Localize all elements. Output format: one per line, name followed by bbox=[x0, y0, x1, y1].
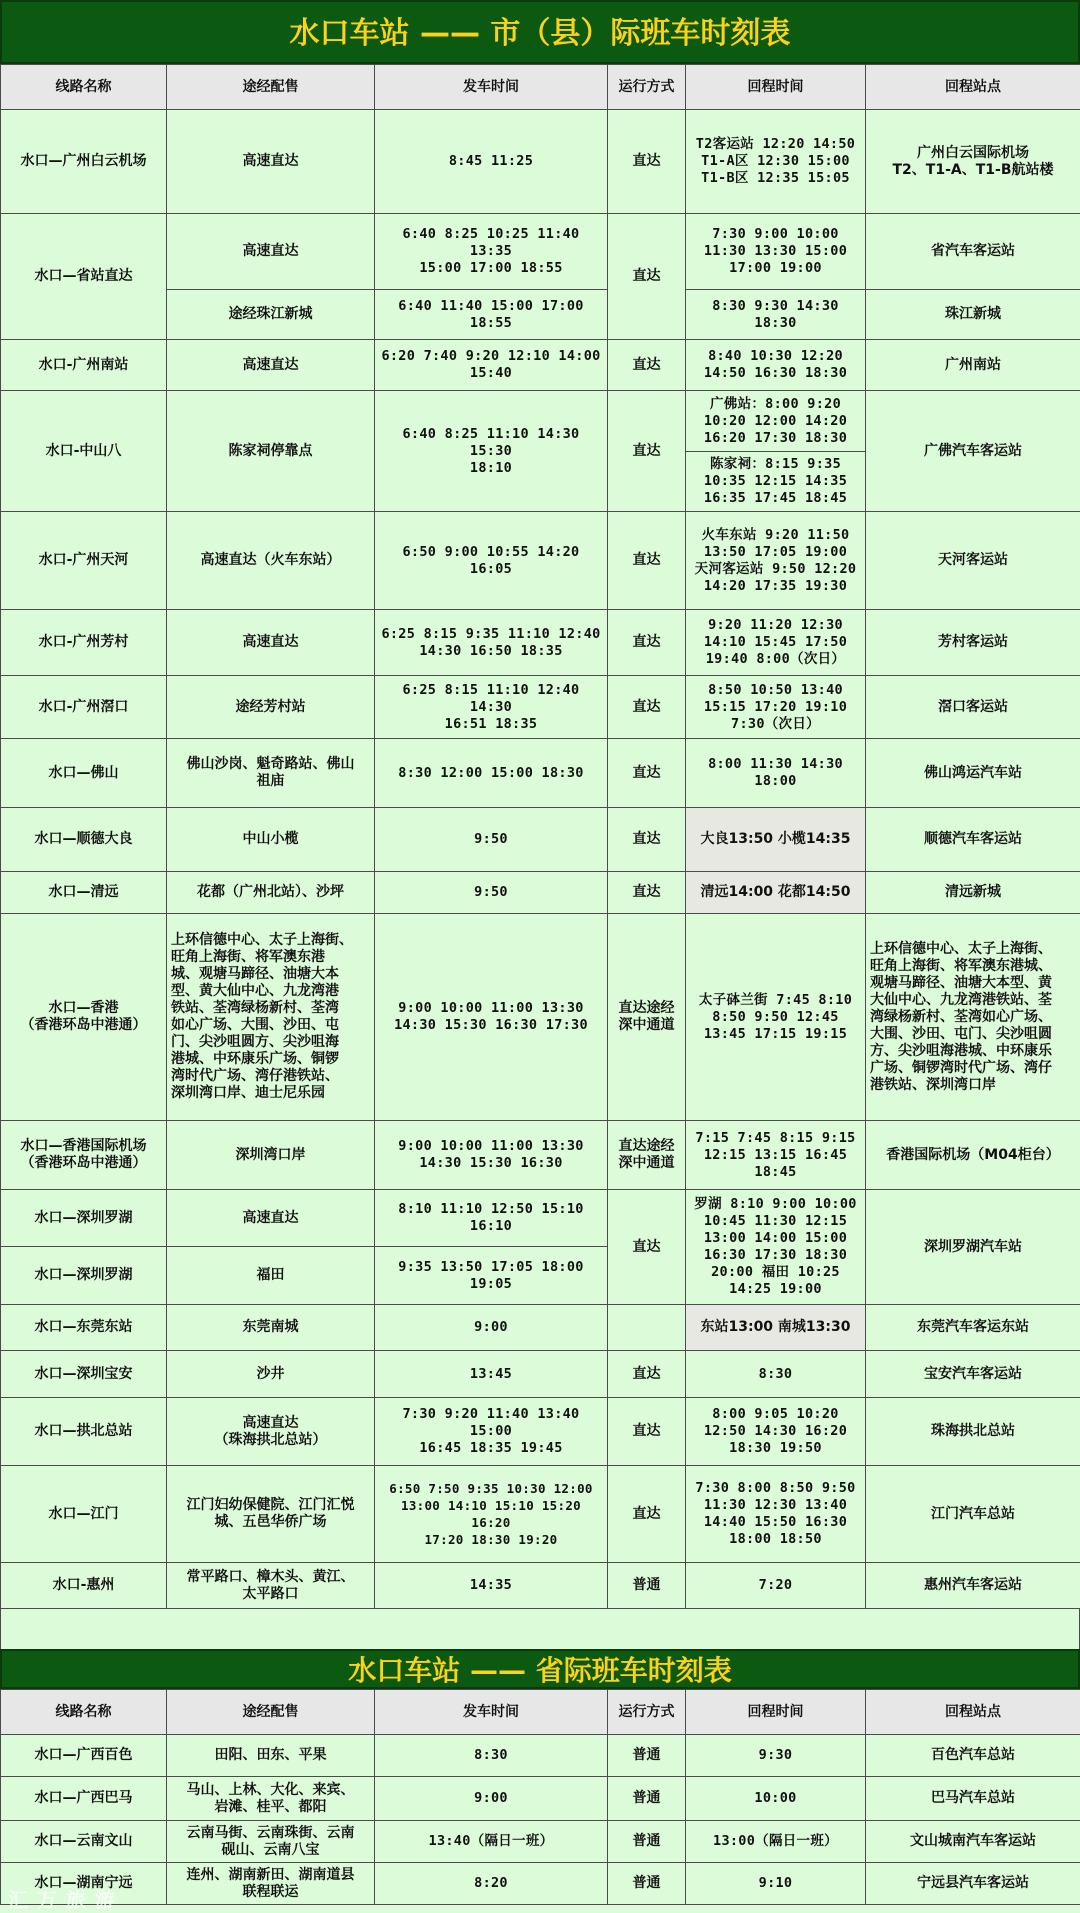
line-name: 水口—东莞东站 bbox=[1, 1305, 167, 1351]
return-stop: 珠江新城 bbox=[866, 290, 1080, 340]
return-stop: 广佛汽车客运站 bbox=[866, 391, 1080, 512]
run-mode: 直达 bbox=[608, 676, 686, 739]
run-mode: 直达途经 深中通道 bbox=[608, 1121, 686, 1190]
header-mode: 运行方式 bbox=[608, 65, 686, 110]
line-name: 水口—清远 bbox=[1, 872, 167, 914]
return-stop: 省汽车客运站 bbox=[866, 214, 1080, 290]
return-times: 9:30 bbox=[686, 1735, 866, 1777]
via-stops: 高速直达 bbox=[167, 340, 375, 391]
table-row bbox=[1, 676, 1080, 739]
return-times: 罗湖 8:10 9:00 10:00 10:45 11:30 12:15 13:00 14:00 15:00 16:30 17:30 18:30 20:00 福田 10:25 14:25 19:00 bbox=[686, 1190, 866, 1305]
via-stops: 连州、湖南新田、湖南道县 联程联运 bbox=[167, 1863, 375, 1905]
line-name: 水口-广州南站 bbox=[1, 340, 167, 391]
return-stop: 天河客运站 bbox=[866, 512, 1080, 610]
return-stop: 文山城南汽车客运站 bbox=[866, 1821, 1080, 1863]
return-times: 东站13:00 南城13:30 bbox=[686, 1305, 866, 1351]
via-stops: 中山小榄 bbox=[167, 808, 375, 872]
run-mode: 普通 bbox=[608, 1821, 686, 1863]
line-name: 水口-广州天河 bbox=[1, 512, 167, 610]
header-departure: 发车时间 bbox=[375, 1690, 608, 1735]
table-row bbox=[1, 610, 1080, 676]
watermark-logo: 汇 万 旅 游 bbox=[8, 1884, 116, 1913]
table-row bbox=[1, 110, 1080, 214]
run-mode: 直达 bbox=[608, 110, 686, 214]
return-stop: 珠海拱北总站 bbox=[866, 1398, 1080, 1466]
city-timetable bbox=[0, 64, 1080, 1609]
line-name: 水口—拱北总站 bbox=[1, 1398, 167, 1466]
via-stops: 陈家祠停靠点 bbox=[167, 391, 375, 512]
return-stop: 滘口客运站 bbox=[866, 676, 1080, 739]
via-stops: 佛山沙岗、魁奇路站、佛山 祖庙 bbox=[167, 739, 375, 808]
line-name: 水口-广州滘口 bbox=[1, 676, 167, 739]
header-via: 途经配售 bbox=[167, 65, 375, 110]
departure-times: 6:40 11:40 15:00 17:00 18:55 bbox=[375, 290, 608, 340]
table-row bbox=[1, 1735, 1080, 1777]
city-timetable-title: 水口车站 —— 市（县）际班车时刻表 bbox=[0, 0, 1080, 64]
run-mode: 直达 bbox=[608, 739, 686, 808]
header-via: 途经配售 bbox=[167, 1690, 375, 1735]
line-name: 水口—江门 bbox=[1, 1466, 167, 1563]
line-name: 水口-广州芳村 bbox=[1, 610, 167, 676]
departure-times: 9:00 10:00 11:00 13:30 14:30 15:30 16:30 17:30 bbox=[375, 914, 608, 1121]
return-times: 火车东站 9:20 11:50 13:50 17:05 19:00 天河客运站 9:50 12:20 14:20 17:35 19:30 bbox=[686, 512, 866, 610]
table-row bbox=[1, 1305, 1080, 1351]
return-times: 8:00 11:30 14:30 18:00 bbox=[686, 739, 866, 808]
return-stop: 香港国际机场（M04柜台） bbox=[866, 1121, 1080, 1190]
return-stop: 深圳罗湖汽车站 bbox=[866, 1190, 1080, 1305]
run-mode: 直达途经 深中通道 bbox=[608, 914, 686, 1121]
departure-times: 6:40 8:25 11:10 14:30 15:30 18:10 bbox=[375, 391, 608, 512]
return-stop: 芳村客运站 bbox=[866, 610, 1080, 676]
run-mode: 普通 bbox=[608, 1863, 686, 1905]
return-times: 10:00 bbox=[686, 1777, 866, 1821]
run-mode: 普通 bbox=[608, 1735, 686, 1777]
header-mode: 运行方式 bbox=[608, 1690, 686, 1735]
departure-times: 8:30 bbox=[375, 1735, 608, 1777]
return-stop: 佛山鸿运汽车站 bbox=[866, 739, 1080, 808]
return-times: 8:30 9:30 14:30 18:30 bbox=[686, 290, 866, 340]
departure-times: 8:45 11:25 bbox=[375, 110, 608, 214]
return-stop: 江门汽车总站 bbox=[866, 1466, 1080, 1563]
via-stops: 途经芳村站 bbox=[167, 676, 375, 739]
run-mode: 直达 bbox=[608, 512, 686, 610]
line-name: 水口—广州白云机场 bbox=[1, 110, 167, 214]
departure-times: 6:50 9:00 10:55 14:20 16:05 bbox=[375, 512, 608, 610]
header-departure: 发车时间 bbox=[375, 65, 608, 110]
header-return-stop: 回程站点 bbox=[866, 65, 1080, 110]
line-name: 水口—深圳罗湖 bbox=[1, 1190, 167, 1247]
departure-times: 6:20 7:40 9:20 12:10 14:00 15:40 bbox=[375, 340, 608, 391]
return-times: 8:00 9:05 10:20 12:50 14:30 16:20 18:30 19:50 bbox=[686, 1398, 866, 1466]
via-stops: 高速直达（火车东站） bbox=[167, 512, 375, 610]
header-return-time: 回程时间 bbox=[686, 1690, 866, 1735]
return-times: 7:30 9:00 10:00 11:30 13:30 15:00 17:00 19:00 bbox=[686, 214, 866, 290]
departure-times: 9:00 10:00 11:00 13:30 14:30 15:30 16:30 bbox=[375, 1121, 608, 1190]
run-mode: 直达 bbox=[608, 1190, 686, 1305]
run-mode: 直达 bbox=[608, 1351, 686, 1398]
via-stops: 高速直达 bbox=[167, 110, 375, 214]
run-mode: 直达 bbox=[608, 340, 686, 391]
line-name: 水口-中山八 bbox=[1, 391, 167, 512]
run-mode: 直达 bbox=[608, 391, 686, 512]
run-mode: 直达 bbox=[608, 610, 686, 676]
departure-times: 9:35 13:50 17:05 18:00 19:05 bbox=[375, 1247, 608, 1305]
return-stop: 顺德汽车客运站 bbox=[866, 808, 1080, 872]
departure-times: 8:30 12:00 15:00 18:30 bbox=[375, 739, 608, 808]
via-stops: 花都（广州北站）、沙坪 bbox=[167, 872, 375, 914]
line-name: 水口—云南文山 bbox=[1, 1821, 167, 1863]
line-name: 水口—香港国际机场 （香港环岛中港通） bbox=[1, 1121, 167, 1190]
table-row bbox=[1, 739, 1080, 808]
departure-times: 6:25 8:15 9:35 11:10 12:40 14:30 16:50 18:35 bbox=[375, 610, 608, 676]
line-name: 水口-惠州 bbox=[1, 1563, 167, 1609]
via-stops: 常平路口、樟木头、黄江、 太平路口 bbox=[167, 1563, 375, 1609]
return-stop: 清远新城 bbox=[866, 872, 1080, 914]
province-timetable-title: 水口车站 —— 省际班车时刻表 bbox=[0, 1649, 1080, 1689]
via-stops: 高速直达 bbox=[167, 1190, 375, 1247]
return-times: 9:20 11:20 12:30 14:10 15:45 17:50 19:40 8:00（次日） bbox=[686, 610, 866, 676]
return-times: 7:15 7:45 8:15 9:15 12:15 13:15 16:45 18:45 bbox=[686, 1121, 866, 1190]
line-name: 水口—广西百色 bbox=[1, 1735, 167, 1777]
return-stop: 广州南站 bbox=[866, 340, 1080, 391]
via-stops: 云南马街、云南珠街、云南 砚山、云南八宝 bbox=[167, 1821, 375, 1863]
header-line: 线路名称 bbox=[1, 1690, 167, 1735]
departure-times: 9:50 bbox=[375, 872, 608, 914]
via-stops: 高速直达 （珠海拱北总站） bbox=[167, 1398, 375, 1466]
return-times: 大良13:50 小榄14:35 bbox=[686, 808, 866, 872]
run-mode: 普通 bbox=[608, 1777, 686, 1821]
departure-times: 14:35 bbox=[375, 1563, 608, 1609]
departure-times: 9:00 bbox=[375, 1305, 608, 1351]
return-times: 7:30 8:00 8:50 9:50 11:30 12:30 13:40 14:40 15:50 16:30 18:00 18:50 bbox=[686, 1466, 866, 1563]
line-name: 水口—省站直达 bbox=[1, 214, 167, 340]
via-stops: 田阳、田东、平果 bbox=[167, 1735, 375, 1777]
line-name: 水口—湖南宁远 bbox=[1, 1863, 167, 1905]
line-name: 水口—香港 （香港环岛中港通） bbox=[1, 914, 167, 1121]
return-times: 8:40 10:30 12:20 14:50 16:30 18:30 bbox=[686, 340, 866, 391]
line-name: 水口—深圳宝安 bbox=[1, 1351, 167, 1398]
run-mode: 普通 bbox=[608, 1563, 686, 1609]
return-stop: 百色汽车总站 bbox=[866, 1735, 1080, 1777]
table-row bbox=[1, 1121, 1080, 1190]
return-stop: 巴马汽车总站 bbox=[866, 1777, 1080, 1821]
table-row bbox=[1, 512, 1080, 610]
table-row bbox=[1, 1398, 1080, 1466]
via-stops: 途经珠江新城 bbox=[167, 290, 375, 340]
table-row bbox=[1, 1863, 1080, 1905]
return-times: 陈家祠：8:15 9:35 10:35 12:15 14:35 16:35 17:45 18:45 bbox=[686, 452, 866, 512]
run-mode: 直达 bbox=[608, 872, 686, 914]
departure-times: 6:50 7:50 9:35 10:30 12:00 13:00 14:10 15:10 15:20 16:20 17:20 18:30 19:20 bbox=[375, 1466, 608, 1563]
table-row bbox=[1, 1351, 1080, 1398]
table-row bbox=[1, 1190, 1080, 1247]
return-times: 广佛站：8:00 9:20 10:20 12:00 14:20 16:20 17:30 18:30 bbox=[686, 391, 866, 452]
return-times: 清远14:00 花都14:50 bbox=[686, 872, 866, 914]
via-stops: 福田 bbox=[167, 1247, 375, 1305]
table-row bbox=[1, 391, 1080, 452]
via-stops: 东莞南城 bbox=[167, 1305, 375, 1351]
return-times: 13:00（隔日一班） bbox=[686, 1821, 866, 1863]
table-row bbox=[1, 1777, 1080, 1821]
section-spacer bbox=[0, 1609, 1080, 1649]
return-times: 8:30 bbox=[686, 1351, 866, 1398]
departure-times: 13:40（隔日一班） bbox=[375, 1821, 608, 1863]
departure-times: 7:30 9:20 11:40 13:40 15:00 16:45 18:35 19:45 bbox=[375, 1398, 608, 1466]
via-stops: 高速直达 bbox=[167, 610, 375, 676]
line-name: 水口—佛山 bbox=[1, 739, 167, 808]
run-mode bbox=[608, 1305, 686, 1351]
return-stop: 宁远县汽车客运站 bbox=[866, 1863, 1080, 1905]
departure-times: 13:45 bbox=[375, 1351, 608, 1398]
departure-times: 9:00 bbox=[375, 1777, 608, 1821]
table-row bbox=[1, 340, 1080, 391]
via-stops: 上环信德中心、太子上海街、 旺角上海街、将军澳东港 城、观塘马蹄径、油塘大本 型、黄大仙中心、九龙湾港 铁站、荃湾绿杨新村、荃湾 如心广场、大围、沙田、屯 门、尖沙咀圆方、尖沙咀海 港城、中环康乐广场、铜锣 湾时代广场、湾仔港铁站、 深圳湾口岸、迪士尼乐园 bbox=[167, 914, 375, 1121]
table-row bbox=[1, 1821, 1080, 1863]
return-times: T2客运站 12:20 14:50 T1-A区 12:30 15:00 T1-B区 12:35 15:05 bbox=[686, 110, 866, 214]
table-row bbox=[1, 914, 1080, 1121]
departure-times: 6:25 8:15 11:10 12:40 14:30 16:51 18:35 bbox=[375, 676, 608, 739]
line-name: 水口—深圳罗湖 bbox=[1, 1247, 167, 1305]
via-stops: 马山、上林、大化、来宾、 岩滩、桂平、都阳 bbox=[167, 1777, 375, 1821]
table-row bbox=[1, 214, 1080, 290]
run-mode: 直达 bbox=[608, 1398, 686, 1466]
departure-times: 9:50 bbox=[375, 808, 608, 872]
run-mode: 直达 bbox=[608, 808, 686, 872]
table-row bbox=[1, 808, 1080, 872]
table-header-row bbox=[1, 1690, 1080, 1735]
return-times: 8:50 10:50 13:40 15:15 17:20 19:10 7:30（次日） bbox=[686, 676, 866, 739]
return-stop: 惠州汽车客运站 bbox=[866, 1563, 1080, 1609]
return-stop: 广州白云国际机场 T2、T1-A、T1-B航站楼 bbox=[866, 110, 1080, 214]
header-return-time: 回程时间 bbox=[686, 65, 866, 110]
table-row bbox=[1, 1466, 1080, 1563]
line-name: 水口—广西巴马 bbox=[1, 1777, 167, 1821]
return-times: 太子砵兰街 7:45 8:10 8:50 9:50 12:45 13:45 17:15 19:15 bbox=[686, 914, 866, 1121]
run-mode: 直达 bbox=[608, 1466, 686, 1563]
table-row bbox=[1, 872, 1080, 914]
via-stops: 江门妇幼保健院、江门汇悦 城、五邑华侨广场 bbox=[167, 1466, 375, 1563]
header-return-stop: 回程站点 bbox=[866, 1690, 1080, 1735]
province-timetable bbox=[0, 1689, 1080, 1905]
departure-times: 6:40 8:25 10:25 11:40 13:35 15:00 17:00 18:55 bbox=[375, 214, 608, 290]
via-stops: 高速直达 bbox=[167, 214, 375, 290]
departure-times: 8:10 11:10 12:50 15:10 16:10 bbox=[375, 1190, 608, 1247]
via-stops: 沙井 bbox=[167, 1351, 375, 1398]
table-header-row bbox=[1, 65, 1080, 110]
return-stop: 东莞汽车客运东站 bbox=[866, 1305, 1080, 1351]
run-mode: 直达 bbox=[608, 214, 686, 340]
header-line: 线路名称 bbox=[1, 65, 167, 110]
departure-times: 8:20 bbox=[375, 1863, 608, 1905]
via-stops: 深圳湾口岸 bbox=[167, 1121, 375, 1190]
return-times: 7:20 bbox=[686, 1563, 866, 1609]
table-row bbox=[1, 1563, 1080, 1609]
return-stop: 上环信德中心、太子上海街、 旺角上海街、将军澳东港城、 观塘马蹄径、油塘大本型、黄 大仙中心、九龙湾港铁站、荃 湾绿杨新村、荃湾如心广场、 大围、沙田、屯门、尖沙咀圆 方、尖沙咀海港城、中环康乐 广场、铜锣湾时代广场、湾仔 港铁站、深圳湾口岸 bbox=[866, 914, 1080, 1121]
return-stop: 宝安汽车客运站 bbox=[866, 1351, 1080, 1398]
return-times: 9:10 bbox=[686, 1863, 866, 1905]
line-name: 水口—顺德大良 bbox=[1, 808, 167, 872]
